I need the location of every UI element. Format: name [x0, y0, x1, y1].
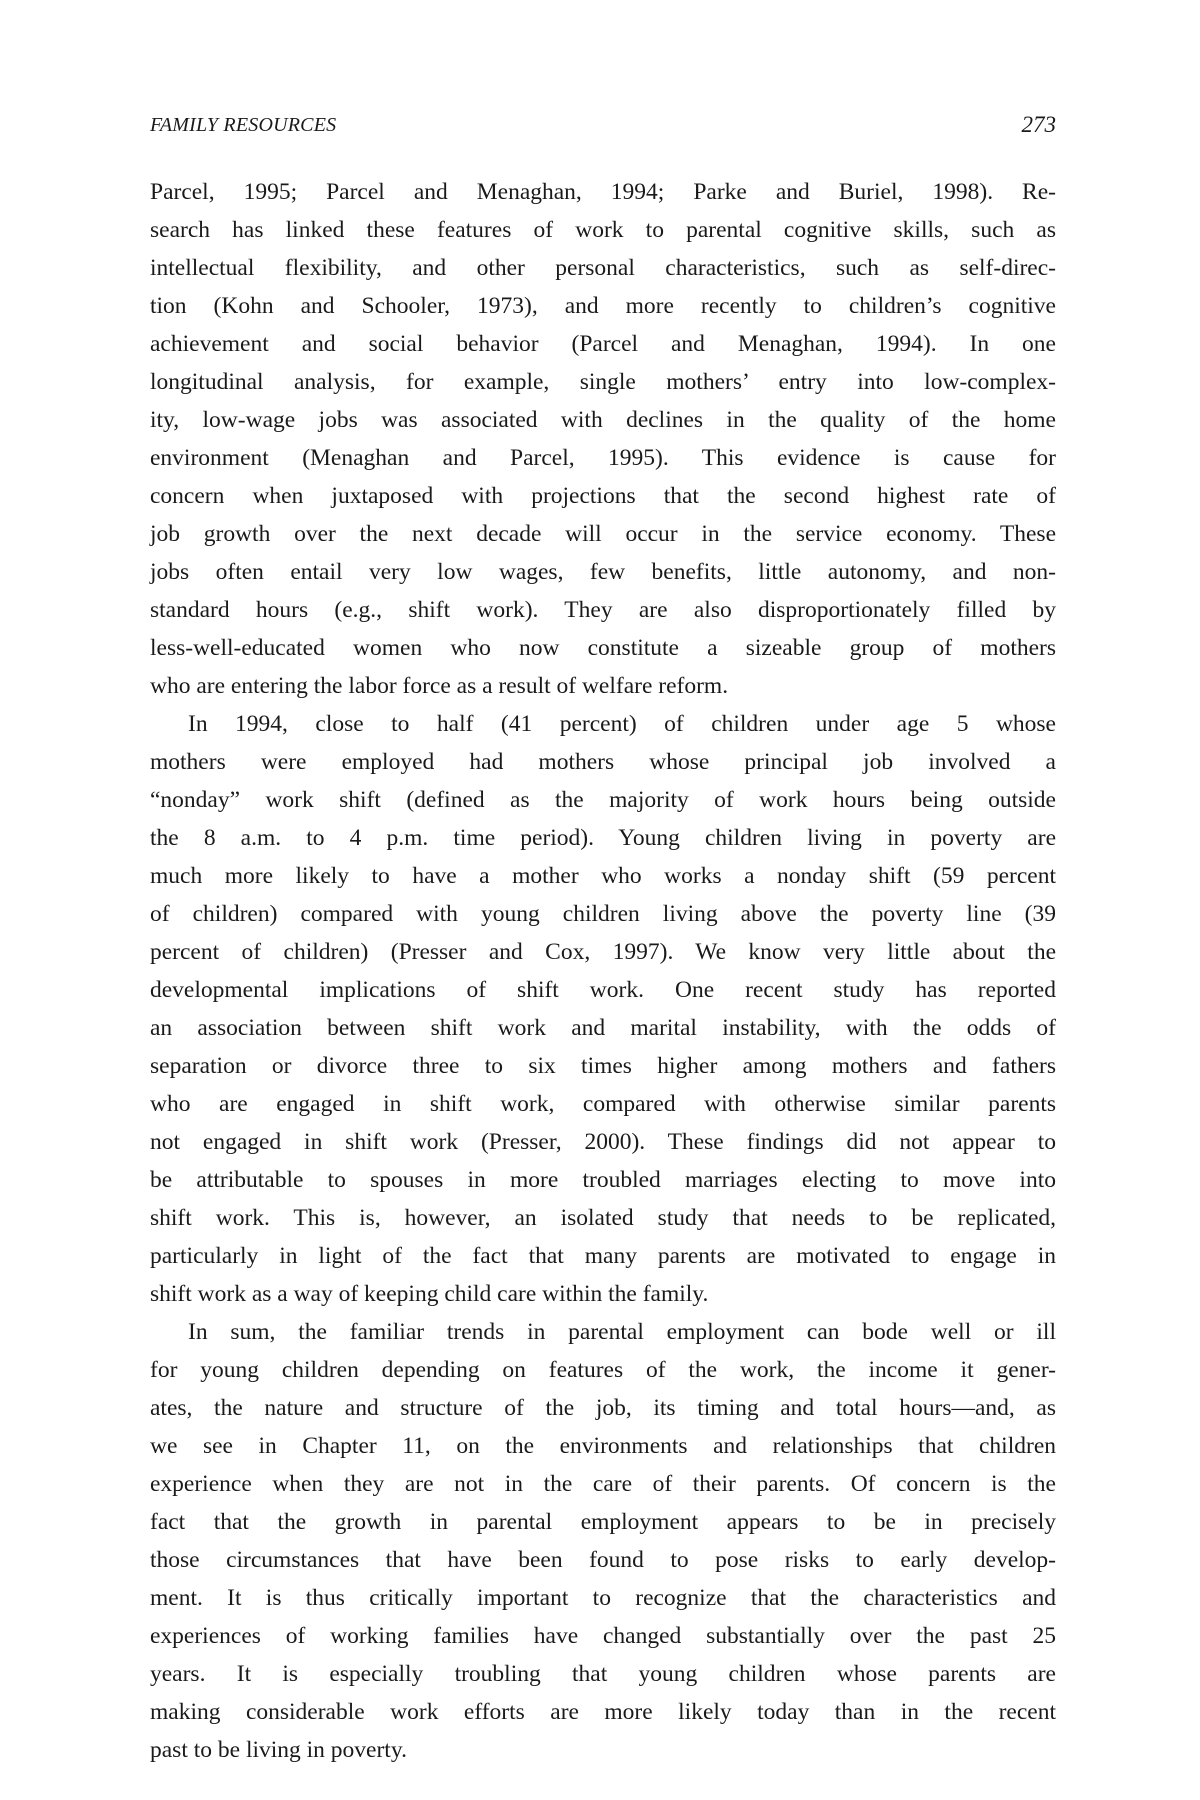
running-head — [150, 114, 1056, 144]
text-line: not engaged in shift work (Presser, 2000). These findings did not appear to — [150, 1129, 1056, 1155]
text-line: we see in Chapter 11, on the environments and relationships that children — [150, 1433, 1056, 1459]
body-text — [150, 173, 1056, 1769]
text-line: fact that the growth in parental employment appears to be in precisely — [150, 1509, 1056, 1535]
text-line: search has linked these features of work to parental cognitive skills, such as — [150, 217, 1056, 243]
text-line: years. It is especially troubling that young children whose parents are — [150, 1661, 1056, 1687]
text-line: an association between shift work and marital instability, with the odds of — [150, 1015, 1056, 1041]
text-line: intellectual flexibility, and other personal characteristics, such as self-direc- — [150, 255, 1056, 281]
text-line: mothers were employed had mothers whose principal job involved a — [150, 749, 1056, 775]
text-line: past to be living in poverty. — [150, 1737, 407, 1763]
text-line: In sum, the familiar trends in parental employment can bode well or ill — [188, 1319, 1056, 1345]
text-line: tion (Kohn and Schooler, 1973), and more recently to children’s cognitive — [150, 293, 1056, 319]
paragraph-1 — [150, 173, 1056, 705]
text-line: the 8 a.m. to 4 p.m. time period). Young children living in poverty are — [150, 825, 1056, 851]
text-line: of children) compared with young children living above the poverty line (39 — [150, 901, 1056, 927]
text-line: achievement and social behavior (Parcel and Menaghan, 1994). In one — [150, 331, 1056, 357]
text-line: environment (Menaghan and Parcel, 1995). This evidence is cause for — [150, 445, 1056, 471]
page-number: 273 — [1021, 112, 1056, 137]
text-line: “nonday” work shift (defined as the majority of work hours being outside — [150, 787, 1056, 813]
text-line: experiences of working families have changed substantially over the past 25 — [150, 1623, 1056, 1649]
text-line: separation or divorce three to six times higher among mothers and fathers — [150, 1053, 1056, 1079]
text-line: ment. It is thus critically important to recognize that the characteristics and — [150, 1585, 1056, 1611]
text-line: be attributable to spouses in more troubled marriages electing to move into — [150, 1167, 1056, 1193]
text-line: jobs often entail very low wages, few benefits, little autonomy, and non- — [150, 559, 1056, 585]
text-line: those circumstances that have been found to pose risks to early develop- — [150, 1547, 1056, 1573]
paragraph-3 — [150, 1313, 1056, 1769]
text-line: job growth over the next decade will occur in the service economy. These — [150, 521, 1056, 547]
text-line: for young children depending on features of the work, the income it gener- — [150, 1357, 1056, 1383]
text-line: percent of children) (Presser and Cox, 1997). We know very little about the — [150, 939, 1056, 965]
text-line: standard hours (e.g., shift work). They are also disproportionately filled by — [150, 597, 1056, 623]
text-line: longitudinal analysis, for example, single mothers’ entry into low-complex- — [150, 369, 1056, 395]
text-line: In 1994, close to half (41 percent) of children under age 5 whose — [188, 711, 1056, 737]
text-line: shift work as a way of keeping child care within the family. — [150, 1281, 709, 1307]
text-line: shift work. This is, however, an isolated study that needs to be replicated, — [150, 1205, 1056, 1231]
text-line: ity, low-wage jobs was associated with declines in the quality of the home — [150, 407, 1056, 433]
text-line: who are entering the labor force as a result of welfare reform. — [150, 673, 729, 699]
text-line: Parcel, 1995; Parcel and Menaghan, 1994; Parke and Buriel, 1998). Re- — [150, 179, 1056, 205]
text-line: developmental implications of shift work. One recent study has reported — [150, 977, 1056, 1003]
text-line: less-well-educated women who now constitute a sizeable group of mothers — [150, 635, 1056, 661]
text-line: who are engaged in shift work, compared with otherwise similar parents — [150, 1091, 1056, 1117]
paragraph-2 — [150, 705, 1056, 1313]
text-line: particularly in light of the fact that many parents are motivated to engage in — [150, 1243, 1056, 1269]
text-line: ates, the nature and structure of the job, its timing and total hours—and, as — [150, 1395, 1056, 1421]
running-title: FAMILY RESOURCES — [150, 114, 337, 136]
text-line: making considerable work efforts are more likely today than in the recent — [150, 1699, 1056, 1725]
text-line: experience when they are not in the care of their parents. Of concern is the — [150, 1471, 1056, 1497]
text-line: much more likely to have a mother who works a nonday shift (59 percent — [150, 863, 1056, 889]
text-line: concern when juxtaposed with projections that the second highest rate of — [150, 483, 1056, 509]
